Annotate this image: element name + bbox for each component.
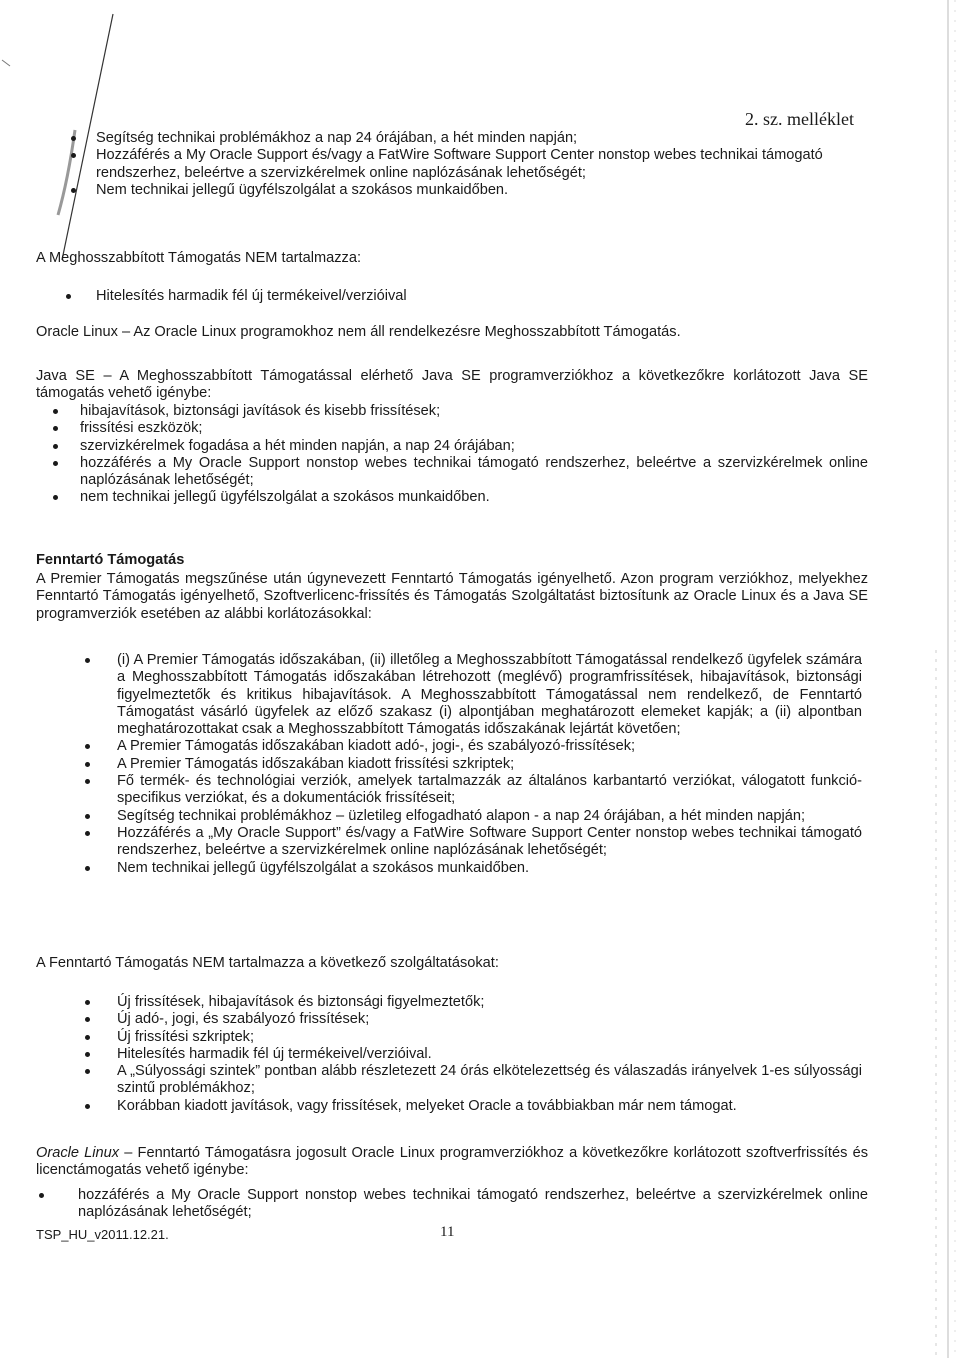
- list-item: hibajavítások, biztonsági javítások és kisebb frissítések;: [80, 403, 868, 420]
- section-list: [117, 652, 862, 877]
- page-number: 11: [440, 1224, 455, 1240]
- list-item: frissítési eszközök;: [80, 420, 868, 437]
- list-item: hozzáférés a My Oracle Support nonstop webes technikai támogató rendszerhez, beleértve a szervizkérelmek online naplózásának lehetőségét;: [80, 454, 868, 489]
- excludes-list: [96, 288, 796, 305]
- list-item: (i) A Premier Támogatás időszakában, (ii) illetőleg a Meghosszabbított Támogatással rendelkező ügyfelek számára a Meghosszabbított Támogatás időszakában létrehozott (meglévő) programfrissítések, hibajavítások, biztonsági figyelmeztetők és kritikus hibajavítások. A Meghosszabbított Támogatással nem rendelkező, de Fenntartó Támogatást vásárló ügyfelek az előző szakasz (i) alpontjában meghatározott elemeket kapják; a (ii) alpontban meghatározottakat csak a Meghosszabbított Támogatás időszakának lejártát követően;: [117, 652, 862, 738]
- section-title: Fenntartó Támogatás: [36, 552, 185, 568]
- list-item: Hozzáférés a „My Oracle Support” és/vagy a FatWire Software Support Center nonstop webes technikai támogató rendszerhez, beleértve a szervizkérelmek online naplózásának lehetőségét;: [117, 824, 862, 859]
- list-item: Hozzáférés a My Oracle Support és/vagy a FatWire Software Support Center nonstop webes technikai támogató rendszerhez, beleértve a szervizkérelmek online naplózásának lehetőségét;: [96, 147, 871, 182]
- list-item: Segítség technikai problémákhoz – üzletileg elfogadható alapon - a nap 24 órájában, a hét minden napján;: [117, 808, 862, 825]
- top-bullet-list: [96, 130, 871, 199]
- list-item: Nem technikai jellegű ügyfélszolgálat a szokásos munkaidőben.: [117, 860, 862, 877]
- excludes-intro: A Meghosszabbított Támogatás NEM tartalmazza:: [36, 250, 361, 266]
- linux-intro-text: – Fenntartó Támogatásra jogosult Oracle Linux programverziókhoz a következőkre korlátozott szoftverfrissítés és licenctámogatás vehető igénybe:: [36, 1145, 868, 1179]
- linux-list: [78, 1187, 868, 1222]
- list-item: Hitelesítés harmadik fél új termékeivel/verzióival: [96, 288, 796, 305]
- java-intro: Java SE – A Meghosszabbított Támogatással elérhető Java SE programverziókhoz a következőkre korlátozott Java SE támogatás vehető igénybe:: [36, 368, 868, 402]
- java-list: [80, 403, 868, 507]
- annex-label: 2. sz. melléklet: [745, 109, 854, 129]
- list-item: Fő termék- és technológiai verziók, amelyek tartalmazzák az általános karbantartó verziókat, válogatott funkció-specifikus verziókat, és a dokumentációk frissítéseit;: [117, 773, 862, 807]
- linux-intro: [36, 1145, 868, 1180]
- list-item: A Premier Támogatás időszakában kiadott frissítési szkriptek;: [117, 756, 862, 773]
- footer-code: TSP_HU_v2011.12.21.: [36, 1227, 169, 1242]
- maint-excludes-intro: A Fenntartó Támogatás NEM tartalmazza a következő szolgáltatásokat:: [36, 955, 499, 971]
- oracle-linux-note: Oracle Linux – Az Oracle Linux programokhoz nem áll rendelkezésre Meghosszabbított Támogatás.: [36, 324, 681, 340]
- linux-label: Oracle Linux: [36, 1145, 120, 1161]
- list-item: Hitelesítés harmadik fél új termékeivel/verzióival.: [117, 1046, 862, 1063]
- list-item: Segítség technikai problémákhoz a nap 24 órájában, a hét minden napján;: [96, 130, 871, 147]
- section-intro: A Premier Támogatás megszűnése után úgynevezett Fenntartó Támogatás igényelhető. Azon program verziókhoz, melyekhez Fenntartó Támogatás igényelhető, Szoftverlicenc-frissítés és Támogatás Szolgáltatást biztosítunk az Oracle Linux és a Java SE programverziók esetében az alábbi korlátozásokkal:: [36, 571, 868, 622]
- list-item: szervizkérelmek fogadása a hét minden napján, a nap 24 órájában;: [80, 438, 868, 455]
- list-item: hozzáférés a My Oracle Support nonstop webes technikai támogató rendszerhez, beleértve a szervizkérelmek online naplózásának lehetőségét;: [78, 1187, 868, 1221]
- list-item: A Premier Támogatás időszakában kiadott adó-, jogi-, és szabályozó-frissítések;: [117, 738, 862, 755]
- list-item: A „Súlyossági szintek” pontban alább részletezett 24 órás elkötelezettség és válaszadás irányelvek 1-es súlyossági szintű problémákhoz;: [117, 1063, 862, 1097]
- list-item: Új frissítések, hibajavítások és biztonsági figyelmeztetők;: [117, 994, 862, 1011]
- list-item: Új frissítési szkriptek;: [117, 1029, 862, 1046]
- list-item: Új adó-, jogi, és szabályozó frissítések;: [117, 1011, 862, 1028]
- maint-excludes-list: [117, 994, 862, 1115]
- list-item: Korábban kiadott javítások, vagy frissítések, melyeket Oracle a továbbiakban már nem támogat.: [117, 1098, 862, 1115]
- list-item: nem technikai jellegű ügyfélszolgálat a szokásos munkaidőben.: [80, 489, 868, 506]
- list-item: Nem technikai jellegű ügyfélszolgálat a szokásos munkaidőben.: [96, 182, 871, 199]
